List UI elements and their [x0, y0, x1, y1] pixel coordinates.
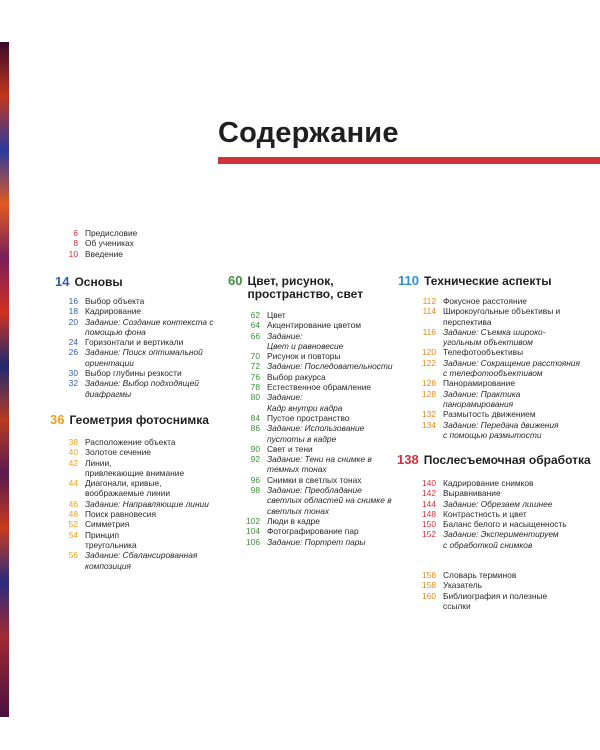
toc-entry[interactable] — [412, 327, 597, 348]
toc-entry-title: Предисловие — [85, 228, 138, 238]
toc-entry-title: Задание: Съемка широко- угольным объективом — [443, 326, 546, 348]
appendix-list — [412, 570, 597, 611]
toc-page-number: 126 — [422, 378, 436, 389]
toc-page-number: 106 — [246, 536, 260, 547]
toc-page-number: 120 — [422, 347, 436, 358]
toc-entry[interactable] — [412, 378, 597, 388]
toc-entry[interactable] — [236, 351, 396, 361]
toc-entry-title: Выбор объекта — [85, 296, 145, 306]
toc-entry-title: Диагонали, кривые, воображаемые линии — [85, 478, 171, 499]
toc-entry-title: Принцип треугольника — [85, 529, 137, 550]
section-list-basics — [58, 296, 218, 399]
section-list-geometry — [58, 437, 218, 571]
toc-entry-title: Об учениках — [85, 238, 134, 249]
toc-entry-title: Фотографирование пар — [267, 526, 359, 537]
toc-entry-title: Люди в кадре — [267, 515, 320, 526]
toc-page-number: 98 — [250, 485, 260, 496]
toc-page-number: 40 — [68, 447, 78, 458]
toc-page-number: 156 — [422, 570, 436, 580]
toc-entry-title: Поиск равновесия — [85, 509, 156, 520]
toc-entry[interactable] — [236, 485, 396, 516]
toc-entry-title: Указатель — [443, 580, 483, 591]
toc-entry-title: Введение — [85, 248, 123, 259]
section-number: 36 — [50, 412, 65, 427]
toc-entry[interactable] — [58, 249, 208, 259]
toc-entry[interactable] — [412, 580, 597, 590]
toc-entry-title: Горизонтали и вертикали — [85, 337, 184, 348]
toc-entry-title: Задание: Цвет и равновесие — [267, 330, 344, 351]
toc-entry[interactable] — [412, 488, 597, 498]
section-number: 60 — [228, 273, 243, 288]
toc-entry-title: Задание: Преобладание светлых областей на снимке в светлых тонах — [267, 485, 392, 516]
toc-entry[interactable] — [412, 389, 597, 410]
section-list-technical — [412, 296, 597, 440]
toc-entry[interactable] — [412, 519, 597, 529]
section-heading-color[interactable] — [228, 274, 398, 301]
toc-page-number: 132 — [422, 409, 436, 420]
toc-entry[interactable] — [412, 409, 597, 419]
toc-page-number: 86 — [250, 423, 260, 434]
toc-entry[interactable] — [236, 372, 396, 382]
toc-page-number: 102 — [246, 515, 260, 526]
toc-page-number: 18 — [68, 306, 78, 317]
toc-entry-title: Контрастность и цвет — [443, 508, 527, 519]
toc-entry[interactable] — [412, 420, 597, 441]
toc-entry-title: Задание: Тени на снимке в темных тонах — [267, 454, 372, 475]
toc-entry[interactable] — [236, 516, 396, 526]
toc-page-number: 142 — [422, 488, 436, 499]
toc-entry-title: Выбор ракурса — [267, 371, 326, 382]
toc-page-number: 84 — [250, 412, 260, 423]
toc-entry-title: Задание: Использование пустоты в кадре — [267, 423, 365, 444]
section-title: Послесъемочная обработка — [423, 453, 591, 467]
toc-entry-title: Свет и тени — [267, 443, 313, 454]
toc-entry-title: Задание: Направляющие линии — [85, 498, 209, 509]
toc-page-number: 70 — [250, 351, 260, 362]
toc-entry-title: Словарь терминов — [443, 570, 517, 580]
toc-entry-title: Задание: Последовательности — [267, 361, 393, 372]
toc-entry-title: Задание: Портрет пары — [267, 536, 366, 547]
toc-page-number: 158 — [422, 580, 436, 591]
toc-page-number: 48 — [68, 509, 78, 520]
toc-page-number: 42 — [68, 457, 78, 468]
section-number: 110 — [398, 273, 419, 288]
section-title: Цвет, рисунок, пространство, свет — [247, 274, 364, 301]
toc-entry-title: Задание: Обрезаем лишнее — [443, 498, 553, 509]
toc-entry-title: Задание: Экспериментируем с обработкой снимков — [443, 529, 559, 550]
toc-page-number: 134 — [422, 419, 436, 430]
toc-page-number: 140 — [422, 478, 436, 488]
toc-page-number: 160 — [422, 590, 436, 601]
toc-entry[interactable] — [412, 296, 597, 306]
toc-page-number: 8 — [73, 238, 78, 249]
section-heading-basics[interactable] — [55, 275, 215, 289]
toc-entry-title: Задание: Создание контекста с помощью фона — [85, 316, 214, 337]
toc-entry[interactable] — [236, 320, 396, 330]
toc-entry[interactable] — [412, 347, 597, 357]
toc-entry-title: Выбор глубины резкости — [85, 368, 182, 379]
toc-page-number: 54 — [68, 529, 78, 540]
toc-page-number: 92 — [250, 454, 260, 465]
toc-entry-title: Пустое пространство — [267, 412, 350, 423]
toc-page-number: 144 — [422, 498, 436, 509]
toc-entry[interactable] — [236, 526, 396, 536]
page-title: Содержание — [218, 117, 399, 149]
toc-entry-title: Телефотообъективы — [443, 347, 524, 358]
toc-entry-title: Фокусное расстояние — [443, 296, 527, 306]
toc-page-number: 148 — [422, 508, 436, 519]
toc-page-number: 64 — [250, 320, 260, 331]
toc-page-number: 26 — [68, 347, 78, 358]
toc-page-number: 32 — [68, 378, 78, 389]
toc-page-number: 72 — [250, 361, 260, 372]
toc-entry-title: Задание: Передача движения с помощью размытости — [443, 419, 559, 440]
toc-entry[interactable] — [236, 331, 396, 352]
toc-entry-title: Естественное обрамление — [267, 382, 372, 393]
toc-page-number: 80 — [250, 392, 260, 403]
toc-page-number: 112 — [422, 296, 436, 306]
toc-entry[interactable] — [412, 478, 597, 488]
toc-page-number: 122 — [422, 357, 436, 368]
toc-entry[interactable] — [58, 437, 218, 447]
toc-entry[interactable] — [58, 478, 218, 499]
section-title: Геометрия фотоснимка — [69, 413, 209, 427]
toc-entry[interactable] — [236, 382, 396, 392]
toc-entry[interactable] — [236, 361, 396, 371]
toc-entry[interactable] — [236, 537, 396, 547]
toc-entry[interactable] — [412, 499, 597, 509]
toc-entry[interactable] — [58, 519, 218, 529]
toc-entry-title: Кадрирование — [85, 306, 142, 317]
toc-page-number: 10 — [68, 248, 78, 259]
toc-page-number: 46 — [68, 498, 78, 509]
toc-page-number: 6 — [73, 228, 78, 238]
toc-entry-title: Акцентирование цветом — [267, 320, 362, 331]
toc-entry[interactable] — [412, 509, 597, 519]
section-number: 14 — [55, 274, 70, 289]
toc-entry-title: Расположение объекта — [85, 437, 176, 447]
title-underline-bar — [218, 157, 600, 164]
toc-entry[interactable] — [58, 296, 218, 306]
toc-entry[interactable] — [236, 310, 396, 320]
section-heading-postprocessing[interactable] — [397, 453, 600, 467]
toc-entry[interactable] — [58, 306, 218, 316]
toc-entry[interactable] — [58, 317, 218, 338]
toc-entry-title: Задание: Поиск оптимальной ориентации — [85, 347, 203, 368]
toc-entry-title: Размытость движением — [443, 409, 536, 420]
section-heading-geometry[interactable] — [50, 413, 230, 427]
toc-page-number: 62 — [250, 310, 260, 320]
toc-entry[interactable] — [412, 570, 597, 580]
toc-entry-title: Широкоугольные объективы и перспектива — [443, 306, 561, 327]
toc-page-number: 96 — [250, 474, 260, 485]
toc-entry[interactable] — [58, 458, 218, 479]
toc-entry-title: Снимки в светлых тонах — [267, 474, 362, 485]
toc-entry[interactable] — [58, 347, 218, 368]
toc-entry[interactable] — [58, 337, 218, 347]
toc-entry[interactable] — [58, 530, 218, 551]
toc-entry-title: Панорамирование — [443, 378, 516, 389]
toc-page-number: 38 — [68, 437, 78, 447]
section-number: 138 — [397, 452, 419, 467]
toc-entry[interactable] — [236, 423, 396, 444]
section-title: Технические аспекты — [423, 274, 552, 288]
toc-page-number: 76 — [250, 371, 260, 382]
toc-page-number: 16 — [68, 296, 78, 306]
toc-page-number: 52 — [68, 519, 78, 530]
toc-entry-title: Библиография и полезные ссылки — [443, 590, 548, 611]
toc-entry[interactable] — [58, 550, 218, 571]
toc-page-number: 30 — [68, 368, 78, 379]
toc-entry[interactable] — [412, 529, 597, 550]
toc-entry-title: Рисунок и повторы — [267, 351, 341, 362]
toc-entry[interactable] — [236, 444, 396, 454]
toc-entry[interactable] — [58, 368, 218, 378]
toc-entry[interactable] — [58, 509, 218, 519]
decorative-photo-strip — [0, 42, 9, 717]
toc-entry[interactable] — [412, 306, 597, 327]
toc-page-number: 66 — [250, 330, 260, 341]
toc-page-number: 152 — [422, 529, 436, 540]
toc-entry[interactable] — [58, 228, 208, 238]
toc-entry-title: Кадрирование снимков — [443, 478, 534, 488]
toc-page-number: 150 — [422, 519, 436, 530]
section-list-color — [236, 310, 396, 547]
section-heading-technical[interactable] — [398, 274, 598, 288]
intro-list — [58, 228, 208, 259]
toc-page-number: 56 — [68, 550, 78, 561]
toc-page-number: 78 — [250, 382, 260, 393]
toc-entry-title: Задание: Кадр внутри кадра — [267, 392, 343, 413]
toc-entry[interactable] — [236, 475, 396, 485]
toc-entry-title: Задание: Сбалансированная композиция — [85, 550, 198, 571]
toc-entry[interactable] — [58, 238, 208, 248]
toc-page-number: 24 — [68, 337, 78, 348]
section-title: Основы — [74, 275, 123, 289]
toc-page-number: 90 — [250, 443, 260, 454]
toc-page-number: 104 — [246, 526, 260, 537]
toc-entry-title: Баланс белого и насыщенность — [443, 519, 567, 530]
toc-entry[interactable] — [58, 499, 218, 509]
toc-entry-title: Задание: Сокращение расстояния с телефотообъективом — [443, 357, 580, 379]
toc-page-number: 128 — [422, 388, 436, 399]
toc-entry[interactable] — [236, 392, 396, 413]
toc-entry-title: Цвет — [267, 310, 286, 320]
toc-entry-title: Задание: Выбор подходящей диафрагмы — [85, 378, 199, 399]
toc-entry[interactable] — [58, 447, 218, 457]
toc-entry[interactable] — [236, 413, 396, 423]
toc-entry-title: Задание: Практика панорамирования — [443, 388, 521, 409]
toc-entry-title: Выравнивание — [443, 488, 501, 499]
toc-page-number: 44 — [68, 478, 78, 489]
toc-page-number: 116 — [422, 326, 436, 337]
toc-entry-title: Линии, привлекающие внимание — [85, 457, 185, 478]
toc-page-number: 20 — [68, 316, 78, 327]
toc-entry[interactable] — [236, 454, 396, 475]
toc-entry[interactable] — [412, 358, 597, 379]
section-list-postprocessing — [412, 478, 597, 550]
toc-entry[interactable] — [412, 591, 597, 612]
toc-entry-title: Золотое сечение — [85, 447, 151, 458]
toc-page-number: 114 — [422, 306, 436, 317]
toc-entry-title: Симметрия — [85, 519, 130, 530]
toc-entry[interactable] — [58, 378, 218, 399]
